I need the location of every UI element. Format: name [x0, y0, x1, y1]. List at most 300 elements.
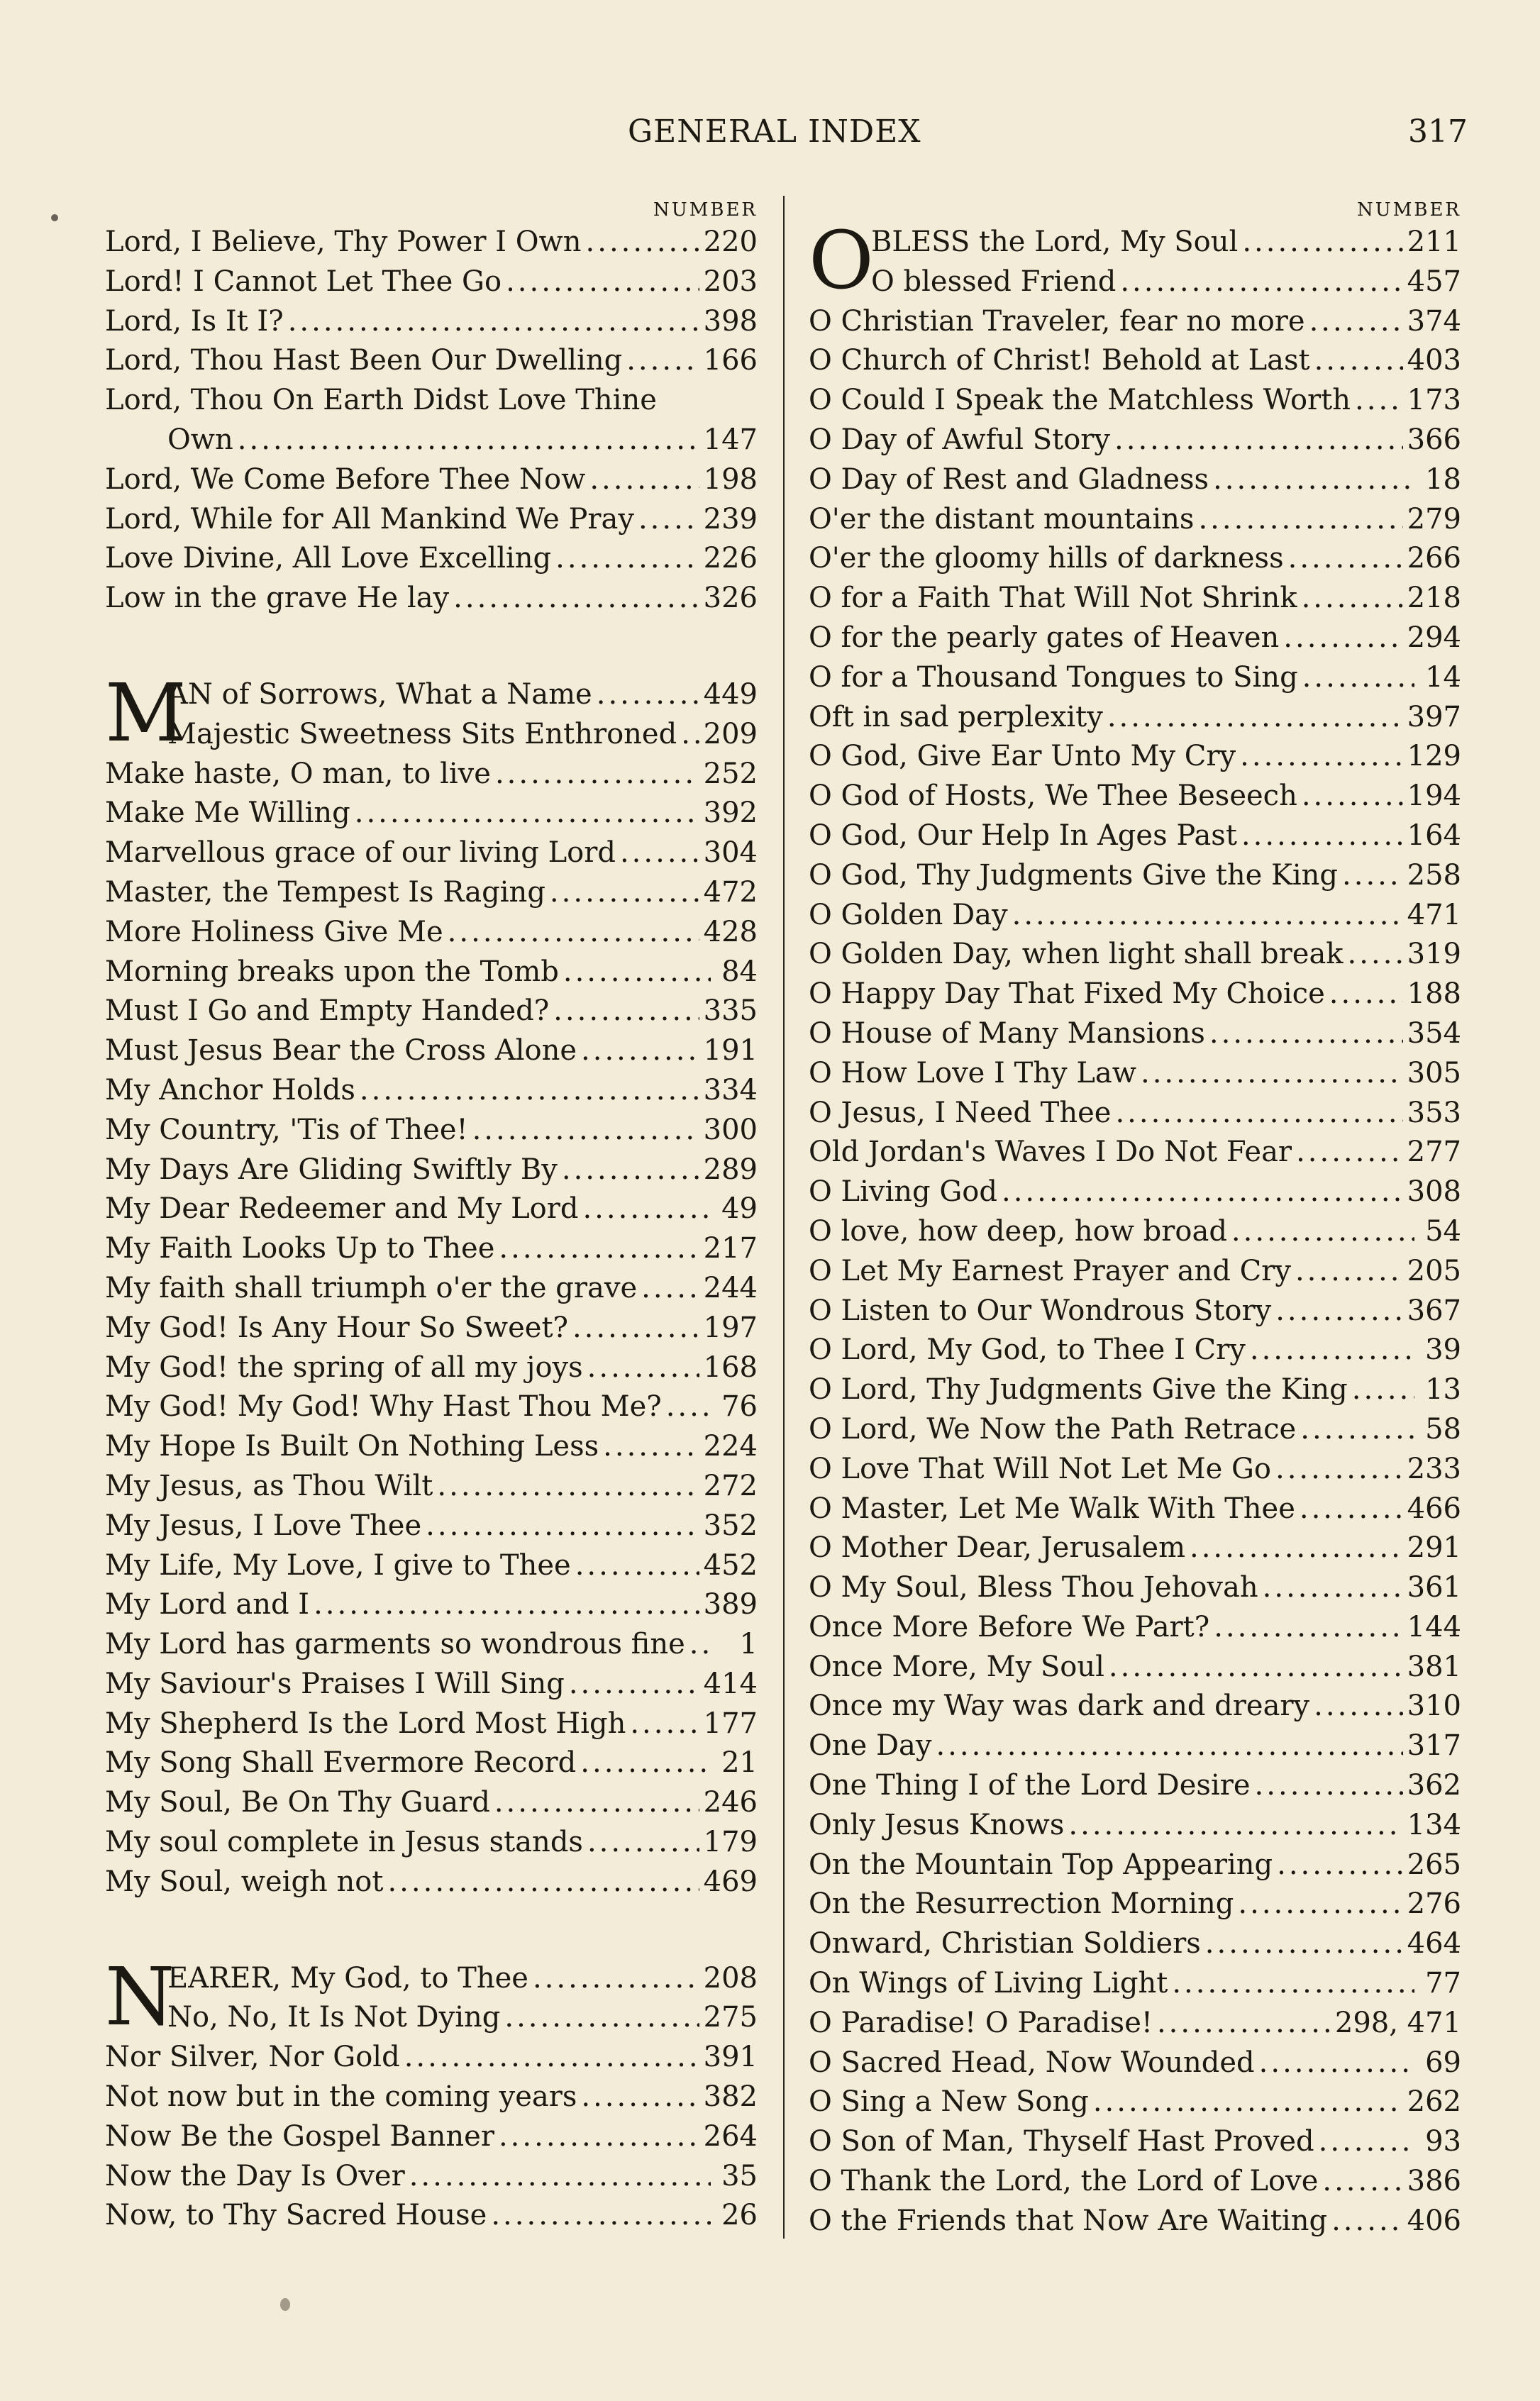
entry-title: My faith shall triumph o'er the grave	[105, 1271, 638, 1304]
hymn-number: 134	[1407, 1808, 1461, 1841]
section-m	[105, 667, 758, 1902]
dot-leader	[238, 421, 699, 460]
hymn-number: 266	[1407, 542, 1461, 575]
hymn-number: 414	[703, 1667, 758, 1700]
entry-title: My Anchor Holds	[105, 1073, 355, 1107]
dot-leader	[360, 1071, 699, 1111]
hymn-number: 209	[703, 717, 758, 750]
index-entry	[809, 1726, 1461, 1766]
hymn-number: 220	[703, 226, 758, 258]
entry-title: Majestic Sweetness Sits Enthroned	[167, 717, 677, 750]
index-entry	[809, 341, 1461, 381]
index-entry	[809, 2202, 1461, 2241]
hymn-number: 367	[1407, 1294, 1461, 1327]
dot-leader	[689, 1625, 711, 1665]
index-entry	[105, 460, 758, 500]
dot-leader	[1002, 1172, 1403, 1212]
index-entry	[809, 1133, 1461, 1172]
hymn-number: 164	[1407, 819, 1461, 852]
dot-leader	[472, 1111, 699, 1150]
entry-title: On the Mountain Top Appearing	[809, 1848, 1273, 1881]
index-entry	[809, 1885, 1461, 1924]
hymn-number: 279	[1407, 502, 1461, 536]
hymn-number: 317	[1407, 1729, 1461, 1763]
number-column-header: NUMBER	[653, 199, 758, 221]
index-entry	[809, 1212, 1461, 1252]
hymn-number: 49	[721, 1192, 758, 1226]
dot-leader	[453, 579, 699, 619]
hymn-number: 291	[1407, 1531, 1461, 1565]
hymn-number: 197	[703, 1311, 758, 1344]
hymn-number: 14	[1425, 660, 1461, 694]
index-entry	[105, 1585, 758, 1625]
entry-title: Once More, My Soul	[809, 1650, 1104, 1683]
dot-leader	[1355, 381, 1403, 421]
index-entry	[809, 2122, 1461, 2162]
index-entry	[809, 1410, 1461, 1450]
dot-leader	[587, 1823, 699, 1863]
hymn-number: 464	[1407, 1927, 1461, 1961]
entry-title: My God! Is Any Hour So Sweet?	[105, 1311, 568, 1344]
index-entry	[809, 2083, 1461, 2122]
index-entry	[809, 619, 1461, 658]
index-entry	[105, 1863, 758, 1902]
entry-title: BLESS the Lord, My Soul	[871, 226, 1239, 258]
dot-leader	[1331, 2202, 1403, 2241]
index-entry	[809, 1964, 1461, 2004]
entry-title: On the Resurrection Morning	[809, 1887, 1234, 1921]
dot-leader	[1107, 698, 1403, 738]
dot-leader	[1314, 1687, 1403, 1726]
dot-leader	[494, 1783, 699, 1823]
dot-leader	[1302, 579, 1403, 619]
entry-title: Make haste, O man, to live	[105, 757, 491, 790]
dot-leader	[589, 460, 699, 500]
index-entry	[105, 755, 758, 794]
entry-title: O House of Many Mansions	[809, 1016, 1205, 1050]
section-l	[105, 223, 758, 619]
index-entry	[809, 1529, 1461, 1568]
dot-leader	[580, 1743, 711, 1783]
hymn-number: 84	[721, 955, 758, 988]
dot-leader	[630, 1704, 699, 1744]
dot-leader	[409, 2157, 711, 2197]
dot-leader	[1309, 302, 1403, 342]
hymn-number: 403	[1407, 344, 1461, 377]
entry-title: Master, the Tempest Is Raging	[105, 875, 545, 909]
hymn-number: 39	[1425, 1333, 1461, 1367]
entry-title: Must Jesus Bear the Cross Alone	[105, 1034, 577, 1068]
hymn-number: 147	[703, 423, 758, 456]
hymn-number: 191	[703, 1034, 758, 1068]
dot-leader	[387, 1863, 699, 1902]
dot-leader	[587, 1348, 699, 1388]
entry-title: My Song Shall Evermore Record	[105, 1746, 577, 1780]
dot-leader	[533, 1959, 699, 1999]
hymn-number: 177	[703, 1707, 758, 1740]
index-entry	[105, 1269, 758, 1309]
hymn-number: 381	[1407, 1650, 1461, 1683]
hymn-number: 233	[1407, 1452, 1461, 1485]
entry-title: O for the pearly gates of Heaven	[809, 621, 1280, 654]
hymn-number: 361	[1407, 1571, 1461, 1604]
hymn-number: 168	[703, 1351, 758, 1384]
entry-title: Lord, I Believe, Thy Power I Own	[105, 226, 582, 258]
entry-title: O Love That Will Not Let Me Go	[809, 1452, 1271, 1485]
dot-leader	[314, 1585, 699, 1625]
entry-title: Own	[167, 423, 233, 456]
dot-leader	[1342, 856, 1403, 896]
hymn-number: 173	[1407, 384, 1461, 417]
drop-cap: M	[105, 667, 187, 760]
hymn-number: 452	[703, 1548, 758, 1582]
entry-title: My Soul, Be On Thy Guard	[105, 1786, 490, 1819]
index-entry	[105, 913, 758, 953]
dot-leader	[638, 500, 699, 540]
hymn-number: 449	[703, 677, 758, 711]
dot-leader	[620, 833, 699, 873]
hymn-number: 76	[721, 1390, 758, 1424]
dot-leader	[491, 2196, 711, 2236]
index-entry	[809, 579, 1461, 619]
hymn-number: 129	[1407, 740, 1461, 773]
index-entry	[105, 2157, 758, 2197]
index-entry	[105, 1111, 758, 1150]
entry-title: My Saviour's Praises I Will Sing	[105, 1667, 565, 1700]
hymn-number: 144	[1407, 1610, 1461, 1643]
index-entry	[809, 381, 1461, 421]
dot-leader	[1329, 975, 1403, 1014]
dot-leader	[1259, 2044, 1414, 2083]
hymn-number: 428	[703, 915, 758, 948]
index-entry	[105, 2117, 758, 2157]
dot-leader	[1115, 1094, 1402, 1133]
entry-title: O Lord, Thy Judgments Give the King	[809, 1373, 1348, 1407]
index-entry	[809, 1648, 1461, 1687]
dot-leader	[550, 873, 699, 913]
dot-leader	[1172, 1964, 1414, 2004]
index-entry	[809, 698, 1461, 738]
dot-leader	[586, 223, 699, 262]
dot-leader	[1238, 1885, 1402, 1924]
drop-cap: N	[105, 1951, 175, 2044]
hymn-number: 389	[703, 1588, 758, 1621]
hymn-number: 18	[1425, 462, 1461, 496]
index-entry	[105, 500, 758, 540]
index-entry	[105, 1150, 758, 1190]
entry-title: O Golden Day	[809, 898, 1008, 931]
index-entry	[809, 1687, 1461, 1726]
number-column-header: NUMBER	[1357, 199, 1461, 221]
entry-title: Nor Silver, Nor Gold	[105, 2041, 400, 2074]
index-entry	[105, 1998, 758, 2038]
entry-title: O blessed Friend	[871, 265, 1117, 298]
entry-title: O Mother Dear, Jerusalem	[809, 1531, 1185, 1565]
hymn-number: 466	[1407, 1492, 1461, 1525]
index-entry	[809, 1608, 1461, 1648]
dot-leader	[1296, 1133, 1403, 1172]
entry-title: O the Friends that Now Are Waiting	[809, 2204, 1328, 2237]
entry-title: My Lord and I	[105, 1588, 310, 1621]
dot-leader	[553, 992, 699, 1031]
dot-leader	[1302, 777, 1403, 816]
entry-title: Now Be the Gospel Banner	[105, 2119, 494, 2153]
hymn-number: 362	[1407, 1769, 1461, 1802]
entry-title: Low in the grave He lay	[105, 582, 450, 615]
dot-leader	[355, 794, 699, 833]
dot-leader	[1263, 1568, 1403, 1608]
hymn-number: 308	[1407, 1175, 1461, 1209]
entry-title: My soul complete in Jesus stands	[105, 1826, 583, 1859]
entry-title: O Could I Speak the Matchless Worth	[809, 384, 1351, 417]
index-entry	[105, 381, 758, 421]
hymn-number: 472	[703, 875, 758, 909]
hymn-number: 205	[1407, 1254, 1461, 1287]
page-number: 317	[1408, 113, 1468, 150]
left-column	[105, 197, 758, 2236]
dot-leader	[1352, 1370, 1414, 1410]
dot-leader	[1114, 421, 1403, 460]
index-entry	[809, 262, 1461, 302]
dot-leader	[1109, 1648, 1403, 1687]
index-entry	[809, 1370, 1461, 1410]
index-entry	[105, 1071, 758, 1111]
hymn-number: 194	[1407, 780, 1461, 813]
index-entry	[809, 1568, 1461, 1608]
index-entry	[105, 1823, 758, 1863]
entry-title: One Thing I of the Lord Desire	[809, 1769, 1251, 1802]
entry-title: Must I Go and Empty Handed?	[105, 994, 550, 1028]
entry-title: O Christian Traveler, fear no more	[809, 304, 1305, 338]
hymn-number: 224	[703, 1430, 758, 1463]
index-entry	[105, 1704, 758, 1744]
entry-title: More Holiness Give Me	[105, 915, 443, 948]
index-entry	[105, 1387, 758, 1427]
dot-leader	[603, 1427, 699, 1467]
entry-title: Old Jordan's Waves I Do Not Fear	[809, 1136, 1292, 1169]
dot-leader	[499, 2117, 699, 2157]
index-entry	[809, 896, 1461, 936]
index-entry	[105, 953, 758, 992]
entry-title: O Church of Christ! Behold at Last	[809, 344, 1310, 377]
hymn-number: 272	[703, 1469, 758, 1502]
hymn-number: 208	[703, 1961, 758, 1995]
index-entry	[809, 1252, 1461, 1292]
entry-title: Only Jesus Knows	[809, 1808, 1065, 1841]
index-entry	[809, 737, 1461, 777]
entry-title: O Sing a New Song	[809, 2085, 1089, 2119]
index-entry	[105, 794, 758, 833]
entry-title: O How Love I Thy Law	[809, 1056, 1136, 1089]
hymn-number: 354	[1407, 1016, 1461, 1050]
index-entry	[105, 1507, 758, 1546]
entry-title: O for a Thousand Tongues to Sing	[809, 660, 1298, 694]
dot-leader	[1157, 2004, 1331, 2044]
dot-leader	[504, 1998, 699, 2038]
entry-title: My Days Are Gliding Swiftly By	[105, 1153, 558, 1186]
index-entry	[809, 816, 1461, 856]
entry-title: Morning breaks upon the Tomb	[105, 955, 559, 988]
dot-leader	[1319, 2122, 1414, 2162]
index-entry	[809, 1846, 1461, 1885]
entry-title: O Let My Earnest Prayer and Cry	[809, 1254, 1291, 1287]
index-entry	[105, 873, 758, 913]
hymn-number: 211	[1407, 226, 1461, 258]
entry-title: One Day	[809, 1729, 932, 1763]
entry-title: O Son of Man, Thyself Hast Proved	[809, 2125, 1314, 2158]
entry-title: On Wings of Living Light	[809, 1967, 1168, 2000]
dot-leader	[495, 755, 699, 794]
entry-title: O Master, Let Me Walk With Thee	[809, 1492, 1295, 1525]
entry-title: Onward, Christian Soldiers	[809, 1927, 1201, 1961]
entry-title: O Paradise! O Paradise!	[809, 2006, 1153, 2039]
index-entry	[809, 1806, 1461, 1846]
hymn-number: 310	[1407, 1690, 1461, 1723]
hymn-number: 457	[1407, 265, 1461, 298]
entry-title: Oft in sad perplexity	[809, 700, 1103, 733]
entry-title: O God of Hosts, We Thee Beseech	[809, 780, 1297, 813]
hymn-number: 294	[1407, 621, 1461, 654]
entry-title: O Golden Day, when light shall break	[809, 938, 1344, 971]
index-entry	[105, 341, 758, 381]
entry-title: My Hope Is Built On Nothing Less	[105, 1430, 599, 1463]
hymn-number: 26	[721, 2199, 758, 2232]
dot-leader	[1250, 1331, 1414, 1370]
dot-leader	[288, 302, 699, 342]
entry-title: O Sacred Head, Now Wounded	[809, 2046, 1255, 2079]
entry-title: Now the Day Is Over	[105, 2159, 405, 2192]
hymn-number: 386	[1407, 2165, 1461, 2198]
index-entry	[809, 2044, 1461, 2083]
entry-title: My Life, My Love, I give to Thee	[105, 1548, 571, 1582]
entry-title: O Day of Awful Story	[809, 423, 1111, 456]
dot-leader	[437, 1467, 699, 1507]
index-entry	[105, 539, 758, 579]
entry-title: No, No, It Is Not Dying	[167, 2001, 501, 2034]
index-entry	[105, 1190, 758, 1229]
hymn-number: 218	[1407, 582, 1461, 615]
index-entry	[809, 2004, 1461, 2044]
page-speck	[51, 214, 58, 221]
dot-leader	[563, 953, 711, 992]
entry-title: Marvellous grace of our living Lord	[105, 836, 616, 870]
hymn-number: 13	[1425, 1373, 1461, 1407]
index-entry	[809, 1766, 1461, 1806]
dot-leader	[936, 1726, 1402, 1766]
index-entry	[105, 1743, 758, 1783]
entry-title: O God, Our Help In Ages Past	[809, 819, 1237, 852]
dot-leader	[581, 2078, 699, 2117]
hymn-number: 397	[1407, 700, 1461, 733]
entry-title: O Listen to Our Wondrous Story	[809, 1294, 1272, 1327]
dot-leader	[1242, 223, 1402, 262]
entry-title: My Jesus, I Love Thee	[105, 1509, 422, 1542]
index-entry	[105, 2078, 758, 2117]
entry-title: Lord, Thou On Earth Didst Love Thine	[105, 384, 657, 417]
page-header	[0, 113, 1540, 149]
hymn-number: 277	[1407, 1136, 1461, 1169]
dot-leader	[626, 341, 699, 381]
entry-title: Once my Way was dark and dreary	[809, 1690, 1310, 1723]
dot-leader	[1275, 1292, 1402, 1331]
dot-leader	[555, 539, 699, 579]
dot-leader	[1300, 1410, 1414, 1450]
index-entry	[809, 1450, 1461, 1490]
hymn-number: 239	[703, 502, 758, 536]
entry-title: EARER, My God, to Thee	[167, 1961, 528, 1995]
entry-title: My Jesus, as Thou Wilt	[105, 1469, 433, 1502]
hymn-number: 188	[1407, 977, 1461, 1011]
hymn-number: 246	[703, 1786, 758, 1819]
hymn-number: 262	[1407, 2085, 1461, 2119]
entry-title: Lord! I Cannot Let Thee Go	[105, 265, 502, 298]
hymn-number: 298, 471	[1334, 2006, 1461, 2039]
index-entry	[105, 223, 758, 262]
hymn-number: 469	[703, 1865, 758, 1898]
hymn-number: 398	[703, 304, 758, 338]
index-entry	[809, 302, 1461, 342]
entry-title: My God! My God! Why Hast Thou Me?	[105, 1390, 662, 1424]
entry-title: O Lord, My God, to Thee I Cry	[809, 1333, 1246, 1367]
entry-title: O love, how deep, how broad	[809, 1214, 1227, 1248]
dot-leader	[1283, 619, 1402, 658]
index-entry	[105, 1665, 758, 1704]
entry-title: Lord, Is It I?	[105, 304, 284, 338]
index-entry	[105, 1546, 758, 1586]
index-entry	[809, 975, 1461, 1014]
hymn-number: 54	[1425, 1214, 1461, 1248]
index-entry	[809, 460, 1461, 500]
entry-title: My Dear Redeemer and My Lord	[105, 1192, 579, 1226]
entry-title: My Shepherd Is the Lord Most High	[105, 1707, 626, 1740]
index-entry	[105, 992, 758, 1031]
dot-leader	[1241, 816, 1403, 856]
dot-leader	[1314, 341, 1403, 381]
entry-title: My Soul, weigh not	[105, 1865, 384, 1898]
entry-title: O My Soul, Bless Thou Jehovah	[809, 1571, 1258, 1604]
index-entry	[105, 1427, 758, 1467]
hymn-number: 198	[703, 462, 758, 496]
entry-title: Make Me Willing	[105, 797, 350, 830]
hymn-number: 352	[703, 1509, 758, 1542]
index-entry	[809, 1172, 1461, 1212]
hymn-number: 21	[721, 1746, 758, 1780]
entry-title: O'er the distant mountains	[809, 502, 1195, 536]
index-entry	[809, 1331, 1461, 1370]
hymn-number: 304	[703, 836, 758, 870]
index-entry	[809, 500, 1461, 540]
hymn-number: 392	[703, 797, 758, 830]
index-entry	[809, 856, 1461, 896]
dot-leader	[1205, 1924, 1403, 1964]
hymn-number: 276	[1407, 1887, 1461, 1921]
hymn-number: 1	[739, 1628, 758, 1661]
page-title: GENERAL INDEX	[628, 113, 921, 150]
dot-leader	[1012, 896, 1403, 936]
dot-leader	[426, 1507, 699, 1546]
index-entry	[809, 1014, 1461, 1054]
index-entry	[105, 302, 758, 342]
dot-leader	[1068, 1806, 1402, 1846]
hymn-number: 226	[703, 542, 758, 575]
dot-leader	[1190, 1529, 1403, 1568]
index-entry	[809, 1924, 1461, 1964]
entry-title: Lord, Thou Hast Been Our Dwelling	[105, 344, 623, 377]
dot-leader	[572, 1309, 699, 1348]
dot-leader	[581, 1031, 699, 1071]
index-entry	[105, 1783, 758, 1823]
index-entry	[105, 2038, 758, 2078]
